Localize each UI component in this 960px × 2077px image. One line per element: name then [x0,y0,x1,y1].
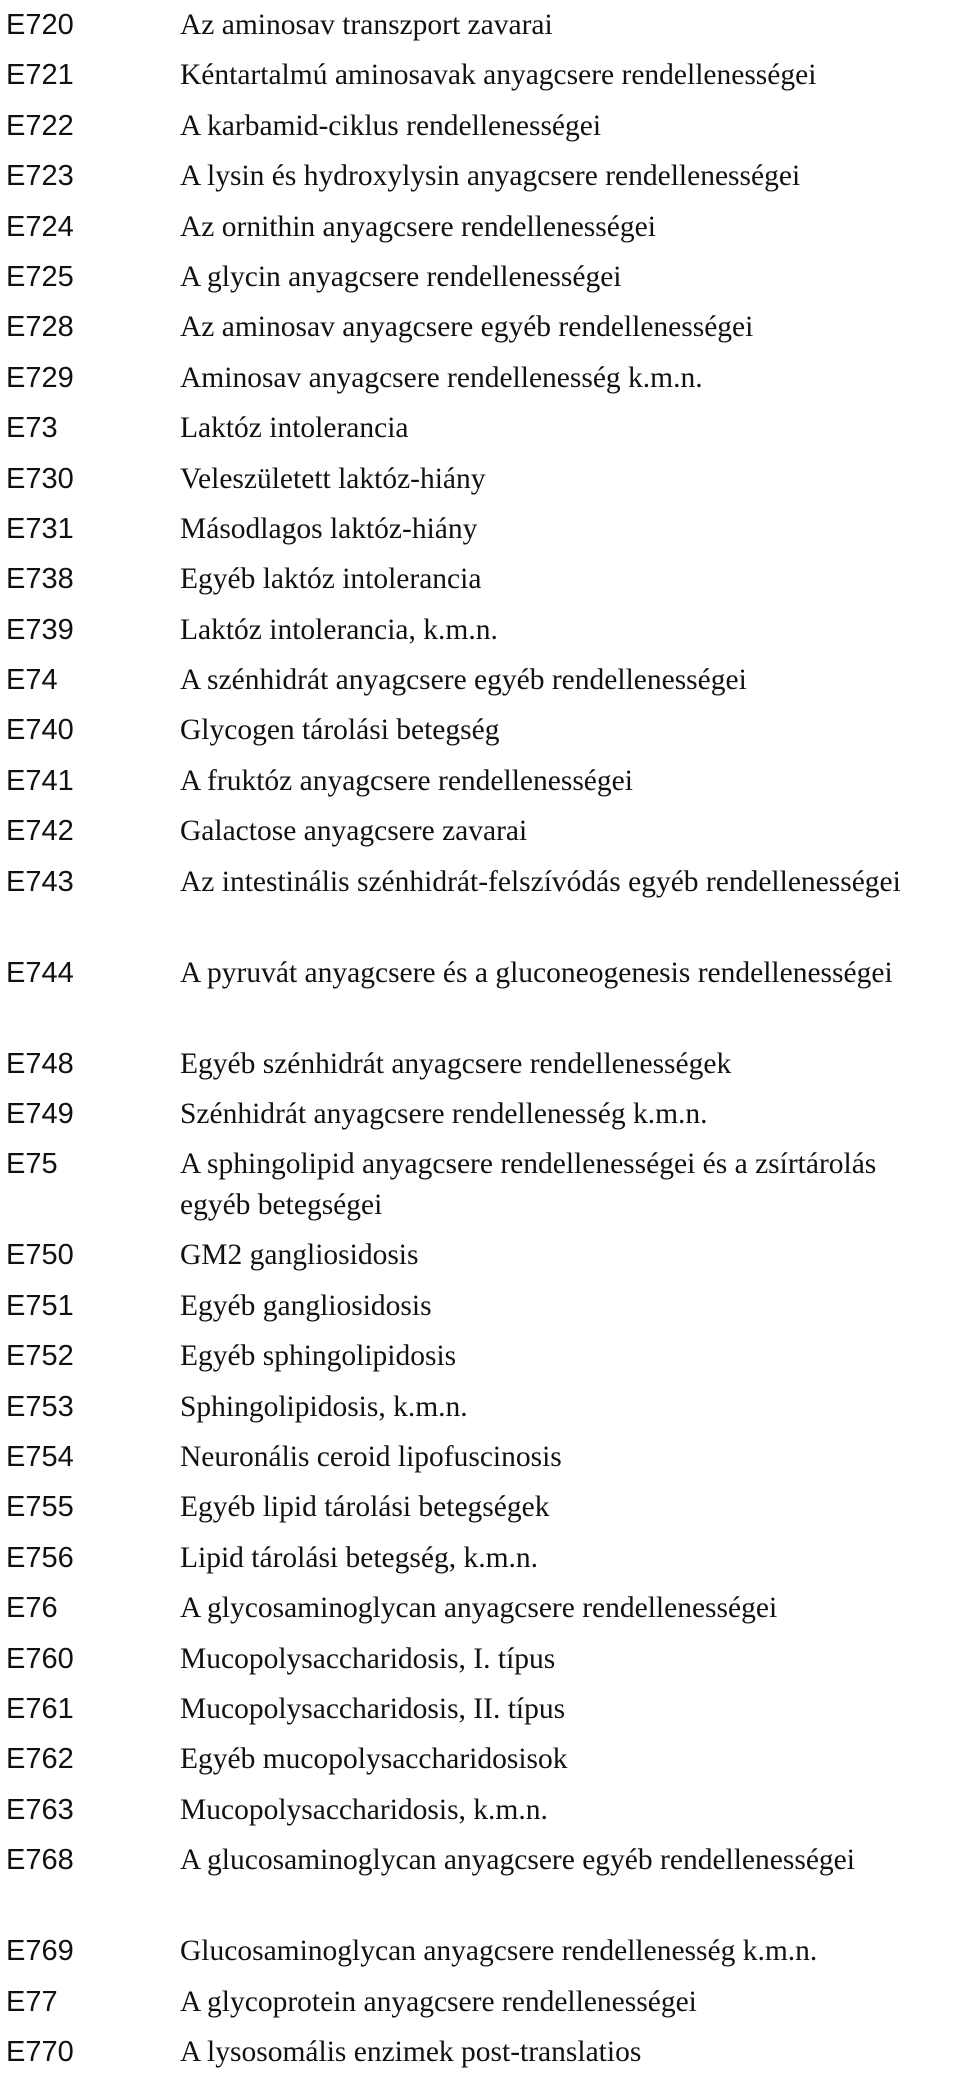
icd-description: Egyéb sphingolipidosis [180,1340,457,1373]
icd-code: E762 [6,1743,74,1776]
icd-code: E741 [6,764,74,797]
icd-description: Az intestinális szénhidrát-felszívódás egyéb rendellenességei [180,865,901,898]
icd-description: Egyéb szénhidrát anyagcsere rendellenességek [180,1047,732,1080]
list-item [0,2027,960,2077]
list-item [0,101,960,151]
icd-description: Laktóz intolerancia [180,412,409,445]
list-item [0,302,960,352]
list-item [0,1634,960,1684]
icd-description: A glucosaminoglycan anyagcsere egyéb rendellenességei [180,1844,855,1877]
icd-code: E770 [6,2035,74,2068]
icd-description: A pyruvát anyagcsere és a gluconeogenesis rendellenességei [180,956,893,989]
icd-description: Laktóz intolerancia, k.m.n. [180,613,498,646]
icd-code: E756 [6,1541,74,1574]
icd-description: GM2 gangliosidosis [180,1239,419,1272]
icd-code: E77 [6,1985,58,2018]
icd-description: Glycogen tárolási betegség [180,714,500,747]
icd-code: E738 [6,563,74,596]
list-item [0,1230,960,1280]
list-item [0,1382,960,1432]
list-item [0,605,960,655]
icd-description: Másodlagos laktóz-hiány [180,512,478,545]
icd-code: E755 [6,1491,74,1524]
icd-code: E728 [6,311,74,344]
list-item [0,1281,960,1331]
icd-code: E749 [6,1098,74,1131]
list-item [0,1432,960,1482]
icd-code: E729 [6,361,74,394]
icd-description: A fruktóz anyagcsere rendellenességei [180,764,633,797]
icd-description: Aminosav anyagcsere rendellenesség k.m.n. [180,361,703,394]
icd-code: E761 [6,1692,74,1725]
icd-code: E740 [6,714,74,747]
icd-description: A karbamid-ciklus rendellenességei [180,109,602,142]
icd-code: E722 [6,109,74,142]
list-item [0,1482,960,1532]
icd-description: Szénhidrát anyagcsere rendellenesség k.m.n. [180,1098,708,1131]
icd-description: A glycosaminoglycan anyagcsere rendellenességei [180,1592,778,1625]
icd-code: E751 [6,1289,74,1322]
icd-description: Mucopolysaccharidosis, k.m.n. [180,1793,548,1826]
list-item [0,403,960,453]
list-item [0,705,960,755]
icd-code: E73 [6,412,58,445]
icd-code: E752 [6,1340,74,1373]
icd-description: Galactose anyagcsere zavarai [180,815,528,848]
list-item [0,1684,960,1734]
icd-code: E769 [6,1935,74,1968]
list-item [0,1926,960,1976]
icd-description: A lysosomális enzimek post-translatios [180,2035,642,2068]
list-item [0,554,960,604]
list-item [0,252,960,302]
list-item [0,1039,960,1089]
icd-code: E74 [6,664,58,697]
icd-description: Egyéb mucopolysaccharidosisok [180,1743,568,1776]
icd-code: E731 [6,512,74,545]
icd-description: Glucosaminoglycan anyagcsere rendellenesség k.m.n. [180,1935,818,1968]
icd-code: E725 [6,260,74,293]
icd-description: Egyéb lipid tárolási betegségek [180,1491,550,1524]
icd-description: A sphingolipid anyagcsere rendellenességei és a zsírtárolás egyéb betegségei [180,1148,877,1221]
icd-code: E743 [6,865,74,898]
icd-code: E724 [6,210,74,243]
list-item [0,50,960,100]
icd-description: Az aminosav anyagcsere egyéb rendellenességei [180,311,754,344]
icd-description: Lipid tárolási betegség, k.m.n. [180,1541,539,1574]
list-item [0,1977,960,2027]
list-item [0,151,960,201]
list-item [0,1089,960,1139]
icd-code: E754 [6,1440,74,1473]
icd-code: E744 [6,956,74,989]
icd-description: A glycin anyagcsere rendellenességei [180,260,622,293]
icd-code: E748 [6,1047,74,1080]
list-item [0,504,960,554]
list-item [0,756,960,806]
icd-description: A glycoprotein anyagcsere rendellenességei [180,1985,697,2018]
icd-description: Egyéb gangliosidosis [180,1289,432,1322]
list-item [0,0,960,50]
icd-description: Veleszületett laktóz-hiány [180,462,486,495]
icd-description: Sphingolipidosis, k.m.n. [180,1390,468,1423]
list-item [0,202,960,252]
icd-code: E753 [6,1390,74,1423]
icd-code: E750 [6,1239,74,1272]
list-item [0,1331,960,1381]
icd-code: E720 [6,9,74,41]
icd-code: E730 [6,462,74,495]
list-item [0,806,960,856]
icd-description: A szénhidrát anyagcsere egyéb rendellenességei [180,664,747,697]
list-item [0,1533,960,1583]
list-item [0,1583,960,1633]
list-item [0,1785,960,1835]
icd-code: E739 [6,613,74,646]
icd-code: E760 [6,1642,74,1675]
icd-description: A lysin és hydroxylysin anyagcsere rendellenességei [180,160,801,193]
icd-code: E75 [6,1148,58,1181]
icd-description: Az ornithin anyagcsere rendellenességei [180,210,656,243]
icd-code: E723 [6,160,74,193]
icd-description: Mucopolysaccharidosis, I. típus [180,1642,556,1675]
icd-description: Mucopolysaccharidosis, II. típus [180,1692,566,1725]
list-item [0,857,960,948]
icd-code: E763 [6,1793,74,1826]
icd-code: E768 [6,1844,74,1877]
list-item [0,948,960,1039]
icd-description: Az aminosav transzport zavarai [180,9,553,41]
icd-description: Neuronális ceroid lipofuscinosis [180,1440,562,1473]
list-item [0,454,960,504]
list-item [0,1139,960,1230]
icd-code: E721 [6,59,74,92]
list-item [0,1734,960,1784]
list-item [0,655,960,705]
icd-description: Egyéb laktóz intolerancia [180,563,482,596]
icd-code: E76 [6,1592,58,1625]
icd-code: E742 [6,815,74,848]
list-item [0,1835,960,1926]
icd-description: Kéntartalmú aminosavak anyagcsere rendellenességei [180,59,817,92]
list-item [0,353,960,403]
